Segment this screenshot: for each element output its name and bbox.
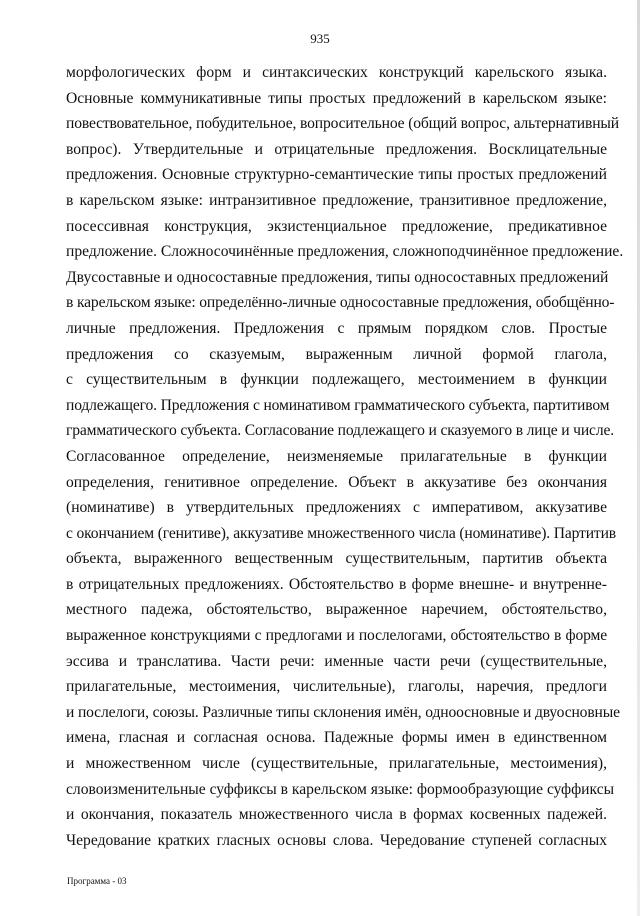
text-line: с окончанием (генитиве), аккузативе множественного числа (номинативе). Партитив <box>66 524 616 542</box>
text-line: Чередование кратких гласных основы слова. Чередование ступеней согласных <box>66 831 607 849</box>
text-line: вопрос). Утвердительные и отрицательные предложения. Восклицательные <box>66 140 607 158</box>
text-line: и окончания, показатель множественного числа в формах косвенных падежей. <box>66 806 607 824</box>
text-line: имена, гласная и согласная основа. Падежные формы имен в единственном <box>66 729 607 747</box>
text-line: предложения со сказуемым, выраженным личной формой глагола, <box>66 345 607 363</box>
text-line: посессивная конструкция, экзистенциальное предложение, предикативное <box>66 217 607 235</box>
text-line: Основные коммуникативные типы простых предложений в карельском языке: <box>66 89 607 107</box>
text-line: предложения. Основные структурно-семантические типы простых предложений <box>66 166 607 184</box>
text-line: словоизменительные суффиксы в карельском языке: формообразующие суффиксы <box>66 780 615 798</box>
text-line: Двусоставные и односоставные предложения, типы односоставных предложений <box>66 268 609 286</box>
text-line: в карельском языке: интранзитивное предложение, транзитивное предложение, <box>66 191 607 209</box>
text-line: в карельском языке: определённо-личные односоставные предложения, обобщённо- <box>66 294 615 312</box>
text-line: объекта, выраженного вещественным существительным, партитив объекта <box>66 550 607 568</box>
text-line: местного падежа, обстоятельство, выраженное наречием, обстоятельство, <box>66 601 607 619</box>
text-line: эссива и транслатива. Части речи: именные части речи (существительные, <box>66 652 607 670</box>
text-line: и послелоги, союзы. Различные типы склонения имён, одноосновные и двуосновные <box>66 703 620 721</box>
page-number: 935 <box>310 31 330 46</box>
text-line: определения, генитивное определение. Объект в аккузативе без окончания <box>66 473 607 491</box>
text-line: грамматического субъекта. Согласование подлежащего и сказуемого в лице и числе. <box>66 422 614 440</box>
text-line: в отрицательных предложениях. Обстоятельство в форме внешне- и внутренне- <box>66 575 607 593</box>
text-line: (номинативе) в утвердительных предложениях с императивом, аккузативе <box>66 499 607 517</box>
text-line: предложение. Сложносочинённые предложения, сложноподчинённое предложение. <box>66 243 624 261</box>
text-line: личные предложения. Предложения с прямым порядком слов. Простые <box>66 319 607 337</box>
text-line: подлежащего. Предложения с номинативом грамматического субъекта, партитивом <box>66 396 610 414</box>
text-line: морфологических форм и синтаксических конструкций карельского языка. <box>66 64 607 81</box>
text-line: Согласованное определение, неизменяемые прилагательные в функции <box>66 447 607 465</box>
text-line: и множественном числе (существительные, прилагательные, местоимения), <box>66 755 607 773</box>
text-line: повествовательное, побудительное, вопросительное (общий вопрос, альтернативный <box>66 115 619 133</box>
text-line: прилагательные, местоимения, числительные), глаголы, наречия, предлоги <box>66 678 607 696</box>
text-line: с существительным в функции подлежащего, местоимением в функции <box>66 371 607 389</box>
page-footer: Программа - 03 <box>67 876 127 886</box>
body-text <box>66 60 624 853</box>
text-line: выраженное конструкциями с предлогами и послелогами, обстоятельство в форме <box>66 627 607 645</box>
